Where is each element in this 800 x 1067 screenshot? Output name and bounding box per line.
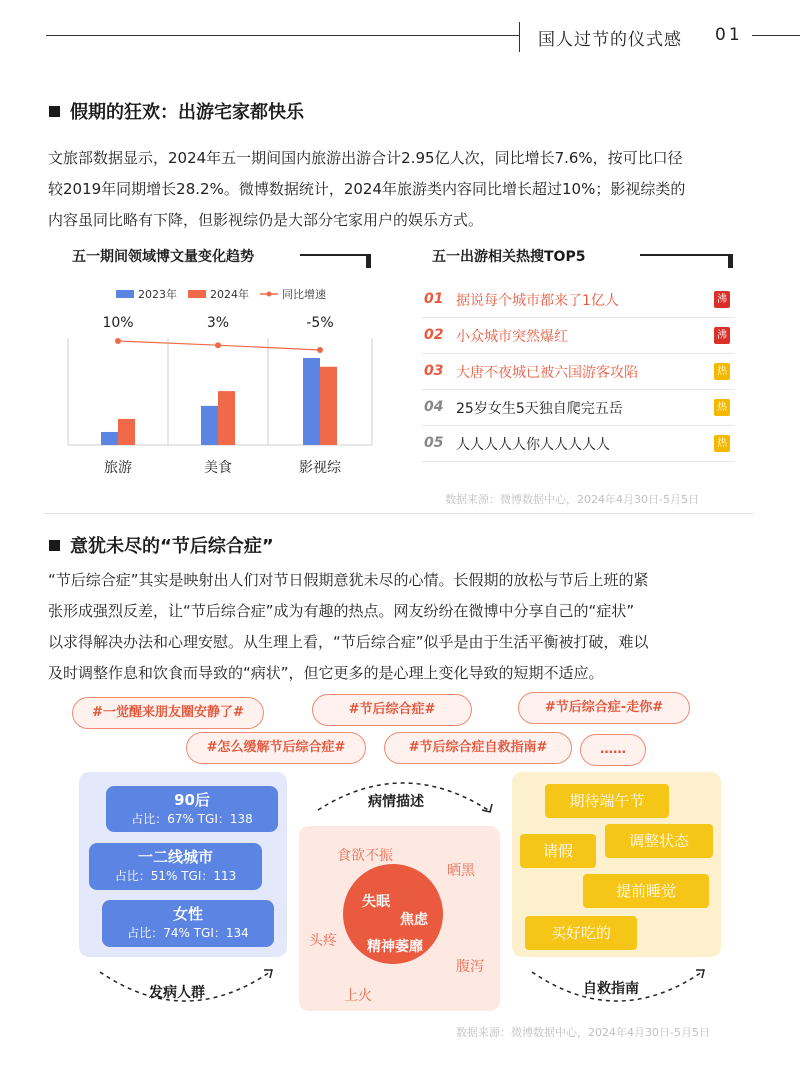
legend-label-growth: 同比增速 (282, 288, 326, 301)
hot-badge-icon: 沸 (714, 327, 730, 344)
selfhelp-label: 自救指南 (583, 981, 639, 997)
legend-swatch-2024 (188, 290, 206, 298)
bar-2024 (320, 367, 337, 445)
legend-dot-growth (267, 292, 272, 297)
section-bullet-icon (49, 106, 60, 117)
hot-search-text: 小众城市突然爆红 (456, 329, 568, 345)
legend-swatch-2023 (116, 290, 134, 298)
hashtag-pill[interactable]: #一觉醒来朋友圈安静了# (72, 697, 264, 729)
selfhelp-item: 买好吃的 (525, 916, 637, 950)
patient-card-title: 90后 (174, 791, 210, 809)
x-tick-label: 影视综 (299, 460, 341, 476)
symptom-word: 晒黑 (447, 863, 475, 879)
patient-card-city (89, 843, 262, 890)
growth-point (215, 342, 221, 348)
page-number: 01 (715, 25, 743, 45)
chart-title-corner (366, 254, 371, 268)
hot-search-text: 25岁女生5天独自爬完五岳 (456, 401, 623, 417)
growth-label: 3% (206, 315, 230, 331)
hashtag-pill[interactable]: #节后综合症# (312, 694, 472, 726)
section2-line: “节后综合症”其实是映射出人们对节日假期意犹未尽的心情。长假期的放松与节后上班的紧 (48, 571, 649, 589)
patient-card-female (102, 900, 274, 947)
growth-point (115, 338, 121, 344)
patient-card-title: 女性 (172, 905, 203, 923)
x-tick-label: 旅游 (104, 460, 132, 476)
hot-badge-icon: 热 (714, 435, 730, 452)
symptoms-label: 病情描述 (368, 794, 424, 810)
hot-search-text: 人人人人人你人人人人人 (456, 437, 610, 453)
growth-label: 10% (102, 315, 134, 331)
symptom-word: 腹泻 (456, 959, 484, 975)
section2-paragraph (48, 565, 758, 689)
legend-label-2024: 2024年 (210, 288, 249, 301)
header-rule-right (752, 35, 800, 36)
section-bullet-icon (49, 540, 60, 551)
patient-card-stat: 占比：74% TGI：134 (127, 926, 249, 940)
symptom-core-word: 失眠 (362, 894, 390, 910)
hot-search-rank: 04 (424, 399, 444, 415)
symptom-word: 头疼 (309, 933, 337, 949)
section2-title: 意犹未尽的“节后综合症” (70, 536, 274, 557)
hot-search-text: 据说每个城市都来了1亿人 (456, 293, 619, 309)
hot-search-text: 大唐不夜城已被六国游客攻陷 (456, 365, 638, 381)
source-note: 数据来源：微博数据中心，2024年4月30日-5月5日 (445, 493, 699, 506)
header-rule-left (46, 35, 520, 36)
hot-search-row[interactable] (422, 318, 734, 354)
symptom-word: 上火 (344, 988, 372, 1004)
hot-search-row[interactable] (422, 390, 734, 426)
chart-title-rule (300, 254, 368, 256)
hot-search-rank: 05 (424, 435, 444, 451)
section2-line: 及时调整作息和饮食而导致的“病状”，但它更多的是心理上变化导致的短期不适应。 (48, 664, 604, 682)
section1-line: 较2019年同期增长28.2%。微博数据统计，2024年旅游类内容同比增长超过10%；影视综类的 (48, 180, 686, 198)
top5-title-rule (640, 254, 730, 256)
growth-point (317, 347, 323, 353)
section-divider (44, 513, 754, 514)
hot-search-rank: 01 (424, 291, 444, 307)
section1-paragraph (48, 143, 758, 236)
legend-label-2023: 2023年 (138, 288, 177, 301)
patient-card-stat: 占比：51% TGI：113 (114, 869, 237, 883)
symptom-core-word: 精神萎靡 (367, 939, 423, 955)
hashtag-pill-more[interactable]: …… (580, 734, 646, 766)
hot-badge-icon: 热 (714, 399, 730, 416)
selfhelp-item: 调整状态 (605, 824, 713, 858)
hot-search-row[interactable] (422, 354, 734, 390)
hot-search-rank: 02 (424, 327, 444, 343)
bar-2023 (201, 406, 218, 445)
bar-2023 (101, 432, 118, 445)
x-tick-label: 美食 (204, 460, 232, 476)
section1-title: 假期的狂欢：出游宅家都快乐 (70, 102, 304, 123)
bar-line-chart (60, 280, 390, 480)
symptom-core-word: 焦虑 (400, 912, 428, 928)
source-note: 数据来源：微博数据中心，2024年4月30日-5月5日 (456, 1026, 710, 1039)
hashtag-pill[interactable]: #怎么缓解节后综合症# (186, 732, 366, 764)
selfhelp-item: 期待端午节 (545, 784, 669, 818)
hashtag-pill[interactable]: #节后综合症自救指南# (384, 732, 572, 764)
patients-label: 发病人群 (149, 985, 205, 1001)
hot-search-rank: 03 (424, 363, 444, 379)
section1-line: 文旅部数据显示，2024年五一期间国内旅游出游合计2.95亿人次，同比增长7.6%，按可比口径 (48, 149, 683, 167)
symptom-word: 食欲不振 (337, 848, 393, 864)
hot-badge-icon: 沸 (714, 291, 730, 308)
selfhelp-item: 提前睡觉 (583, 874, 709, 908)
top5-title: 五一出游相关热搜TOP5 (432, 249, 586, 265)
hot-badge-icon: 热 (714, 363, 730, 380)
chart-title: 五一期间领域博文量变化趋势 (72, 249, 254, 265)
section2-line: 以求得解决办法和心理安慰。从生理上看，“节后综合症”似乎是由于生活平衡被打破，难以 (48, 633, 649, 651)
section1-line: 内容虽同比略有下降，但影视综仍是大部分宅家用户的娱乐方式。 (48, 211, 484, 229)
patient-card-90s (106, 786, 278, 832)
header-title: 国人过节的仪式感 (538, 30, 682, 50)
patient-card-title: 一二线城市 (137, 848, 213, 866)
hashtag-pill[interactable]: #节后综合症-走你# (518, 692, 690, 724)
growth-label: -5% (306, 315, 334, 331)
top5-title-corner (728, 254, 733, 268)
patient-card-stat: 占比：67% TGI：138 (131, 812, 253, 826)
bar-2024 (218, 391, 235, 445)
selfhelp-item: 请假 (520, 834, 596, 868)
header-divider (519, 22, 520, 52)
hot-search-row[interactable] (422, 426, 734, 462)
bar-2023 (303, 358, 320, 445)
bar-2024 (118, 419, 135, 445)
section2-line: 张形成强烈反差，让“节后综合症”成为有趣的热点。网友纷纷在微博中分享自己的“症状” (48, 602, 635, 620)
hot-search-row[interactable] (422, 282, 734, 318)
